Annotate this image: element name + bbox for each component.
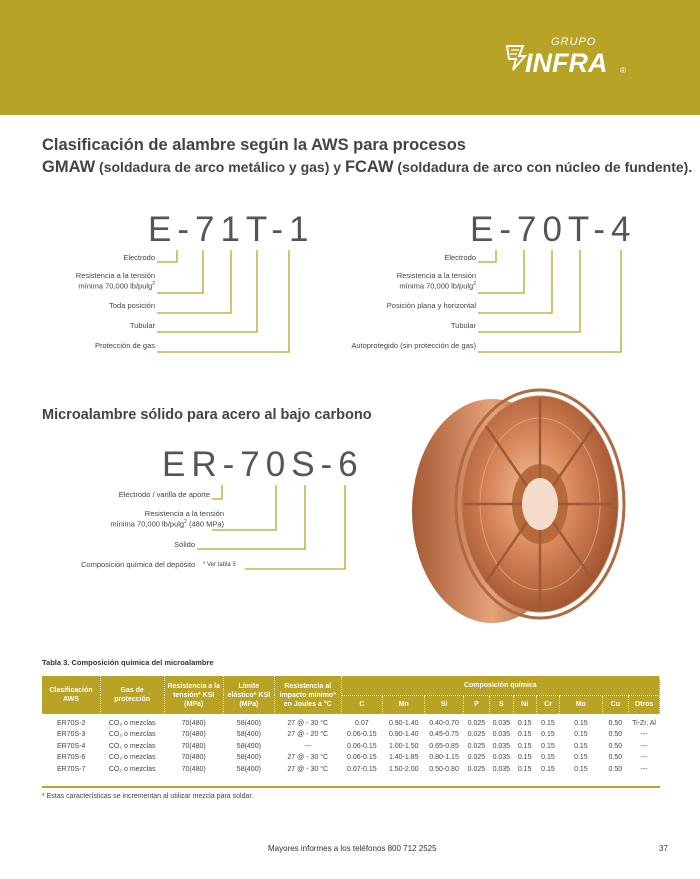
table-cell: 0.15	[517, 765, 532, 773]
label-electrode-2: Electrodo	[444, 253, 476, 262]
table-cell: 58(400)	[236, 754, 261, 762]
table-cell: 0.06-0.15	[347, 754, 377, 762]
table-cell: 0.07-0.15	[347, 765, 377, 773]
table-cell: 27 @ - 30 °C	[287, 754, 329, 762]
table-cell: 0.035	[492, 754, 511, 762]
table-cell: ---	[640, 742, 648, 750]
table-cell: 0.025	[467, 754, 486, 762]
th-element: Mn	[383, 695, 425, 714]
table-cell: 58(400)	[236, 731, 261, 739]
label-see-table: * Ver tabla 3	[203, 562, 236, 568]
wire-spool-image	[400, 386, 640, 636]
table-bottom-rule	[42, 786, 660, 788]
table-cell: Ti-Zr, Al	[632, 720, 656, 727]
composition-table	[42, 676, 660, 779]
table-cell: 0.15	[574, 742, 588, 750]
label-protection-1: Protección de gas	[94, 341, 155, 350]
footer-contact: Mayores informes a los teléfonos 800 712 2525	[268, 844, 437, 853]
table-row	[42, 741, 660, 753]
table-title: Tabla 3. Composición química del microalambre	[42, 658, 214, 667]
table-cell: 0.025	[467, 765, 486, 773]
table-cell: 58(400)	[236, 720, 261, 727]
table-cell: CO₂ o mezclas	[108, 731, 156, 739]
table-cell: 0.035	[492, 720, 511, 727]
th-element: Mo	[560, 695, 602, 714]
label-tubular-1: Tubular	[129, 321, 155, 330]
table-cell: 0.15	[517, 754, 532, 762]
table-cell: 0.40-0.70	[429, 720, 459, 727]
table-cell: 0.15	[574, 720, 588, 727]
table-cell: 0.45-0.75	[429, 731, 459, 739]
th-element: Si	[425, 695, 463, 714]
table-cell: 0.50-0.80	[429, 765, 459, 773]
label-tension-1b: mínima 70,000 lb/pulg$^2$	[78, 281, 155, 291]
page-subtitle: GMAW (soldadura de arco metálico y gas) y FCAW (soldadura de arco con núcleo de fundente).	[42, 158, 693, 176]
table-cell: 1.00-1.50	[388, 742, 419, 750]
table-cell: 0.06-0.15	[347, 742, 377, 750]
table-cell: 0.025	[467, 720, 486, 727]
table-cell: ER70S-4	[56, 742, 86, 750]
table-row	[42, 752, 660, 764]
table-cell: 0.15	[517, 731, 532, 739]
table-cell: ER70S-7	[56, 765, 86, 773]
table-cell: ER70S-3	[56, 731, 86, 739]
table-row	[42, 714, 660, 729]
table-row	[42, 764, 660, 779]
label-tension-1a: Resistencia a la tensión	[75, 271, 155, 280]
table-cell: 58(400)	[236, 765, 261, 773]
table-cell: 1.50-2.00	[388, 765, 419, 773]
th-element: Otros	[629, 695, 660, 714]
table-cell: 27 @ - 30 °C	[287, 720, 329, 727]
table-cell: 1.40-1.85	[388, 754, 419, 762]
table-cell: 0.15	[541, 765, 555, 773]
label-position-1: Toda posición	[109, 301, 155, 310]
table-cell: 0.025	[467, 731, 486, 739]
table-cell: 0.035	[492, 731, 511, 739]
table-cell: 0.50	[608, 731, 623, 739]
th-element: S	[490, 695, 513, 714]
table-cell: 0.90-1.40	[388, 720, 419, 727]
th-element: Cu	[602, 695, 629, 714]
table-cell: 0.15	[541, 742, 555, 750]
table-cell: CO₂ o mezclas	[108, 765, 156, 773]
table-footnote: * Estas características se incrementan al utilizar mezcla para soldar.	[42, 793, 254, 800]
page-title: Clasificación de alambre según la AWS para procesos	[42, 136, 466, 154]
th-clasificacion: Clasificación AWS	[42, 676, 100, 714]
table-cell: 0.50	[608, 742, 623, 750]
label-tension-2a: Resistencia a la tensión	[396, 271, 476, 280]
table-cell: 0.06-0.15	[347, 731, 377, 739]
table-cell: 0.90-1.40	[388, 731, 419, 739]
table-cell: CO₂ o mezclas	[108, 742, 156, 750]
table-cell: CO₂ o mezclas	[108, 754, 156, 762]
table-cell: 0.15	[574, 731, 588, 739]
label-solid: Sólido	[174, 540, 195, 549]
label-tension-3b: mínima 70,000 lb/pulg$^2$ (480 MPa)	[110, 519, 224, 529]
table-cell: 0.15	[517, 742, 532, 750]
brand-grupo: GRUPO	[551, 36, 597, 48]
table-cell: 70(480)	[181, 765, 206, 773]
th-element: Cr	[536, 695, 559, 714]
table-cell: 0.07	[355, 720, 369, 727]
th-element: C	[341, 695, 382, 714]
table-row	[42, 729, 660, 741]
table-cell: 0.50	[608, 765, 623, 773]
label-position-2: Posición plana y horizontal	[386, 301, 476, 310]
table-cell: ER70S-6	[56, 754, 86, 762]
table-cell: 0.50	[608, 720, 623, 727]
brand-registered: ®	[620, 66, 626, 75]
table-cell: ---	[640, 765, 648, 773]
label-tension-2b: mínima 70,000 lb/pulg$^2$	[399, 281, 476, 291]
page-number: 37	[659, 844, 668, 853]
th-element: P	[463, 695, 490, 714]
th-composicion: Composición química	[341, 676, 659, 695]
label-composition: Composición química del depósito	[81, 560, 196, 569]
table-cell: 70(480)	[181, 754, 206, 762]
label-tension-3a: Resistencia a la tensión	[144, 509, 224, 518]
table-cell: 0.50	[608, 754, 623, 762]
brand-name: INFRA	[525, 48, 608, 78]
table-cell: 0.15	[541, 731, 555, 739]
table-cell: 0.65-0.85	[429, 742, 459, 750]
code-e71t1: E-71T-1	[148, 210, 315, 249]
table-cell: 0.035	[492, 765, 511, 773]
table-cell: 0.15	[541, 720, 555, 727]
table-cell: 27 @ - 30 °C	[287, 765, 329, 773]
micro-title: Microalambre sólido para acero al bajo carbono	[42, 407, 372, 423]
table-cell: 0.025	[467, 742, 486, 750]
label-protection-2: Autoprotegido (sin protección de gas)	[351, 341, 476, 350]
table-cell: 70(480)	[181, 720, 206, 727]
th-tension: Resistencia a la tensión* KSI (MPa)	[164, 676, 223, 714]
table-cell: 70(480)	[181, 731, 206, 739]
table-cell: 0.035	[492, 742, 511, 750]
label-electrode-1: Electrodo	[123, 253, 155, 262]
th-limite: Límite elástico* KSI (MPa)	[223, 676, 274, 714]
label-tubular-2: Tubular	[450, 321, 476, 330]
table-cell: 0.15	[574, 754, 588, 762]
table-cell: ---	[304, 742, 312, 750]
table-cell: 0.80-1.15	[429, 754, 459, 762]
table-header-row-1	[42, 676, 660, 695]
th-element: Ni	[513, 695, 536, 714]
th-gas: Gas de protección	[100, 676, 164, 714]
table-cell: ER70S-2	[56, 720, 86, 727]
th-impacto: Resistencia al impacto mínimo* en Joules a °C	[274, 676, 341, 714]
table-cell: 58(400)	[236, 742, 261, 750]
table-cell: 0.15	[574, 765, 588, 773]
label-electrode-3: Electrodo / varilla de aporte	[118, 490, 210, 499]
table-cell: 0.15	[517, 720, 532, 727]
code-er70s6: ER-70S-6	[162, 445, 364, 484]
table-cell: ---	[640, 754, 648, 762]
table-cell: 70(480)	[181, 742, 206, 750]
table-cell: ---	[640, 731, 648, 739]
table-cell: CO₂ o mezclas	[108, 720, 156, 727]
table-cell: 0.15	[541, 754, 555, 762]
table-cell: 27 @ - 20 °C	[287, 731, 329, 739]
code-e70t4: E-70T-4	[470, 210, 637, 249]
